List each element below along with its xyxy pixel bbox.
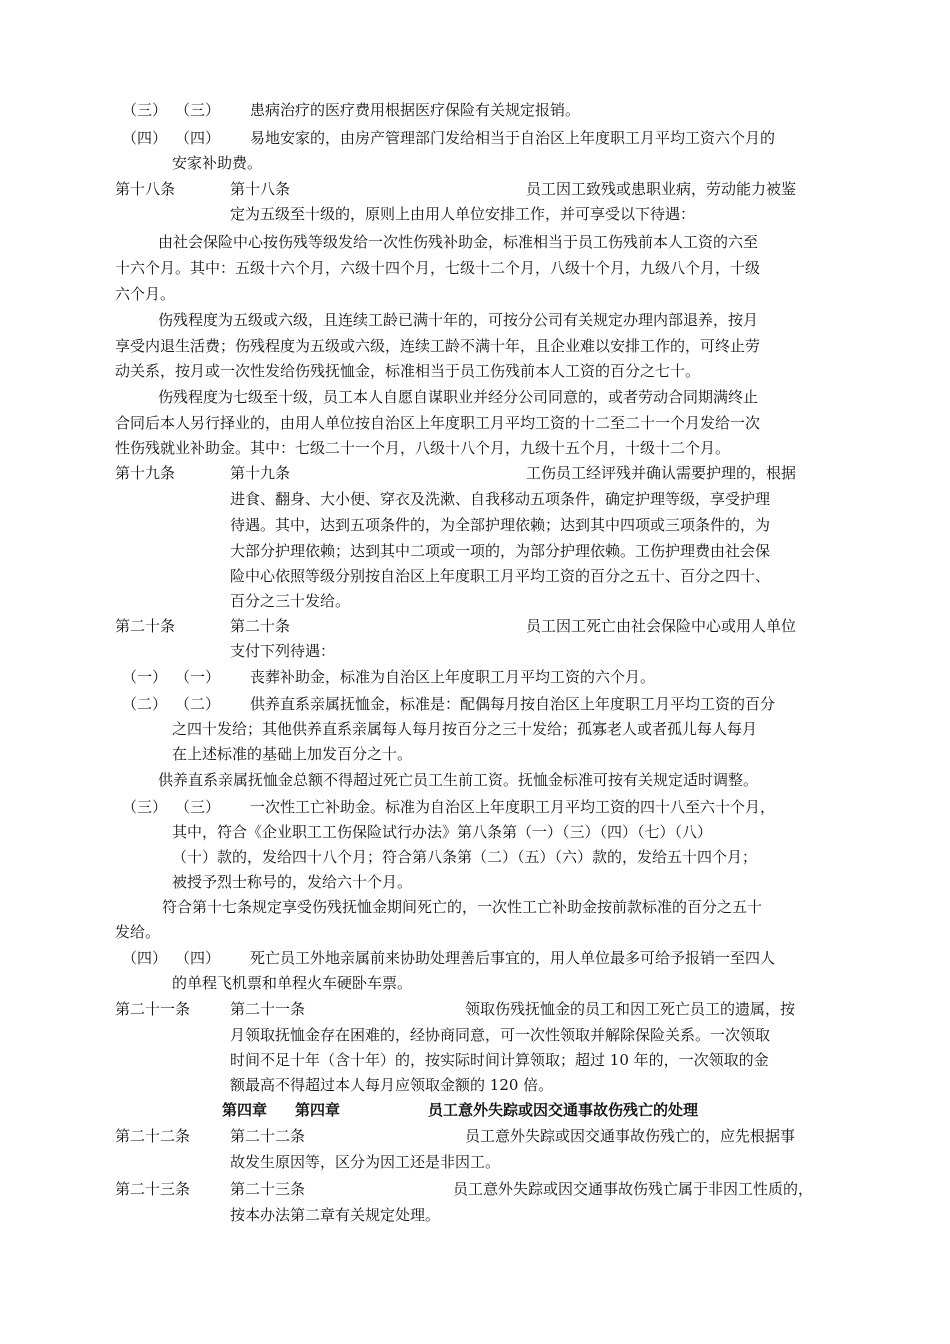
item-text: 在上述标准的基础上加发百分之十。	[172, 745, 413, 763]
item-text: 的单程飞机票和单程火车硬卧车票。	[172, 974, 413, 992]
article-text: 大部分护理依赖；达到其中二项或一项的，为部分护理依赖。工伤护理费由社会保	[230, 542, 771, 560]
item-text: 易地安家的，由房产管理部门发给相当于自治区上年度职工月平均工资六个月的	[250, 129, 776, 147]
article-text: 月领取抚恤金存在困难的，经协商同意，可一次性领取并解除保险关系。一次领取	[230, 1026, 771, 1044]
article-number: 第二十条	[230, 617, 291, 635]
article-number: 第二十三条	[230, 1180, 306, 1198]
article-number: 第二十一条	[115, 1000, 191, 1018]
paragraph-line: 由社会保险中心按伤残等级发给一次性伤残补助金，标准相当于员工伤残前本人工资的六至	[158, 233, 759, 251]
item-text: 一次性工亡补助金。标准为自治区上年度职工月平均工资的四十八至六十个月，	[250, 798, 776, 816]
article-number: 第二十三条	[115, 1180, 191, 1198]
article-text: 定为五级至十级的，原则上由用人单位安排工作，并可享受以下待遇：	[230, 205, 696, 223]
item-marker: （二）	[122, 695, 168, 713]
article-text: 支付下列待遇：	[230, 642, 336, 660]
item-text: 供养直系亲属抚恤金，标准是：配偶每月按自治区上年度职工月平均工资的百分	[250, 695, 776, 713]
article-number: 第十八条	[230, 180, 291, 198]
item-marker: （二）	[175, 695, 221, 713]
item-marker: （四）	[175, 129, 221, 147]
article-text: 进食、翻身、大小便、穿衣及洗漱、自我移动五项条件，确定护理等级，享受护理	[230, 490, 771, 508]
paragraph-line: 发给。	[115, 923, 161, 941]
paragraph-line: 伤残程度为五级或六级，且连续工龄已满十年的，可按分公司有关规定办理内部退养，按月	[158, 311, 759, 329]
paragraph-line: 供养直系亲属抚恤金总额不得超过死亡员工生前工资。抚恤金标准可按有关规定适时调整。	[158, 771, 759, 789]
article-text: 员工意外失踪或因交通事故伤残亡属于非因工性质的，	[453, 1180, 814, 1198]
item-text: 患病治疗的医疗费用根据医疗保险有关规定报销。	[250, 101, 581, 119]
article-number: 第二十条	[115, 617, 176, 635]
paragraph-line: 动关系，按月或一次性发给伤残抚恤金，标准相当于员工伤残前本人工资的百分之七十。	[115, 362, 701, 380]
item-marker: （一）	[122, 668, 168, 686]
article-text: 故发生原因等，区分为因工还是非因工。	[230, 1153, 501, 1171]
article-text: 按本办法第二章有关规定处理。	[230, 1206, 441, 1224]
chapter-number: 第四章	[295, 1101, 341, 1119]
article-number: 第十九条	[230, 464, 291, 482]
article-number: 第十九条	[115, 464, 176, 482]
paragraph-line: 享受内退生活费；伤残程度为五级或六级，连续工龄不满十年，且企业难以安排工作的，可终止劳	[115, 337, 761, 355]
item-text: 其中，符合《企业职工工伤保险试行办法》第八条第（一）（三）（四）（七）（八）	[172, 823, 713, 841]
article-number: 第二十一条	[230, 1000, 306, 1018]
article-number: 第十八条	[115, 180, 176, 198]
item-text: 被授予烈士称号的，发给六十个月。	[172, 873, 413, 891]
article-text: 待遇。其中，达到五项条件的，为全部护理依赖；达到其中四项或三项条件的，为	[230, 516, 771, 534]
chapter-title: 员工意外失踪或因交通事故伤残亡的处理	[428, 1101, 699, 1119]
article-text: 员工因工致残或患职业病，劳动能力被鉴	[526, 180, 797, 198]
item-text: （十）款的，发给四十八个月；符合第八条第（二）（五）（六）款的，发给五十四个月；	[172, 848, 758, 866]
article-text: 额最高不得超过本人每月应领取金额的 120 倍。	[230, 1076, 554, 1094]
article-text: 领取伤残抚恤金的员工和因工死亡员工的遗属，按	[465, 1000, 796, 1018]
paragraph-line: 符合第十七条规定享受伤残抚恤金期间死亡的，一次性工亡补助金按前款标准的百分之五十	[162, 898, 763, 916]
item-marker: （四）	[122, 129, 168, 147]
paragraph-line: 合同后本人另行择业的，由用人单位按自治区上年度职工月平均工资的十二至二十一个月发给一次	[115, 414, 761, 432]
item-marker: （三）	[122, 798, 168, 816]
item-text: 安家补助费。	[172, 154, 263, 172]
item-marker: （四）	[175, 949, 221, 967]
article-number: 第二十二条	[115, 1127, 191, 1145]
item-marker: （四）	[122, 949, 168, 967]
item-marker: （三）	[175, 101, 221, 119]
article-text: 员工因工死亡由社会保险中心或用人单位	[526, 617, 797, 635]
paragraph-line: 伤残程度为七级至十级，员工本人自愿自谋职业并经分公司同意的，或者劳动合同期满终止	[158, 388, 759, 406]
article-text: 工伤员工经评残并确认需要护理的，根据	[526, 464, 797, 482]
article-text: 时间不足十年（含十年）的，按实际时间计算领取；超过 10 年的，一次领取的金	[230, 1051, 769, 1069]
item-marker: （一）	[175, 668, 221, 686]
article-number: 第二十二条	[230, 1127, 306, 1145]
chapter-number: 第四章	[222, 1101, 268, 1119]
paragraph-line: 性伤残就业补助金。其中：七级二十一个月，八级十八个月，九级十五个月，十级十二个月。	[115, 439, 731, 457]
article-text: 险中心依照等级分别按自治区上年度职工月平均工资的百分之五十、百分之四十、	[230, 567, 771, 585]
item-text: 丧葬补助金，标准为自治区上年度职工月平均工资的六个月。	[250, 668, 656, 686]
article-text: 百分之三十发给。	[230, 592, 351, 610]
item-text: 之四十发给；其他供养直系亲属每人每月按百分之三十发给；孤寡老人或者孤儿每人每月	[172, 720, 758, 738]
item-marker: （三）	[175, 798, 221, 816]
article-text: 员工意外失踪或因交通事故伤残亡的，应先根据事	[465, 1127, 796, 1145]
paragraph-line: 十六个月。其中：五级十六个月，六级十四个月，七级十二个月，八级十个月，九级八个月，十级	[115, 259, 761, 277]
paragraph-line: 六个月。	[115, 285, 176, 303]
item-marker: （三）	[122, 101, 168, 119]
item-text: 死亡员工外地亲属前来协助处理善后事宜的，用人单位最多可给予报销一至四人	[250, 949, 776, 967]
